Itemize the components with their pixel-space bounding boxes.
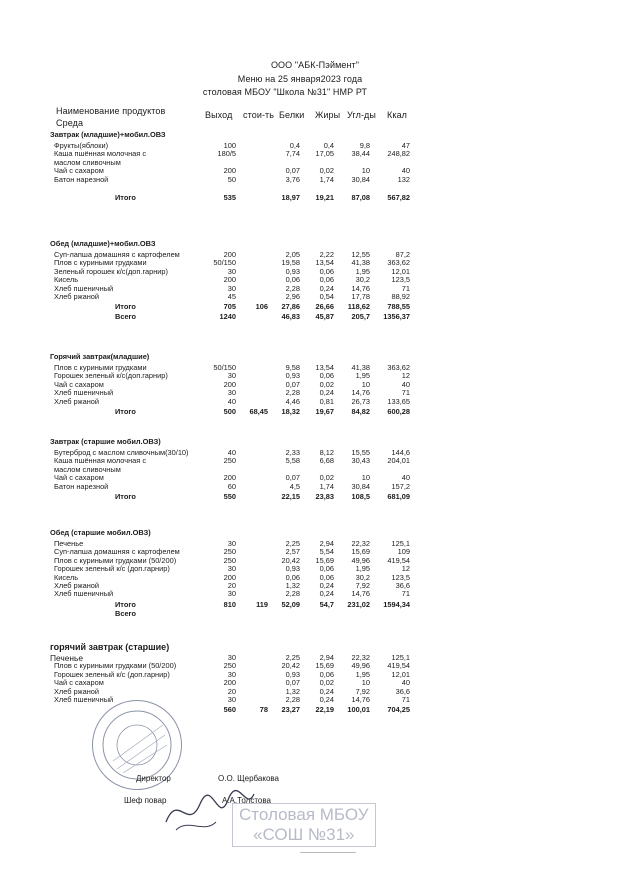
table-cell: 204,01 [387,456,410,466]
table-cell: 0,06 [319,371,334,381]
product-name: Каша пшённая молочная с [54,456,147,466]
table-cell: 5,58 [285,456,300,466]
total-cell: 52,09 [281,599,300,609]
table-cell: 50/150 [213,258,236,268]
table-cell: 0,24 [319,686,334,696]
table-cell: 0,06 [285,572,300,582]
table-cell: 12,01 [391,266,410,276]
table-cell: 2,94 [319,653,334,662]
table-cell: 0,02 [319,678,334,688]
table-cell: 22,32 [351,653,370,662]
table-cell: 30,43 [351,456,370,466]
table-cell: 2,28 [285,283,300,293]
product-name: Хлеб ржаной [54,396,100,406]
total-cell: 23,83 [315,492,334,501]
product-name: Кисель [54,572,79,582]
table-cell: 38,44 [351,149,370,159]
table-cell: 30,2 [355,275,370,285]
column-kcal-header: Ккал [387,110,408,120]
table-cell: 1,74 [319,481,334,491]
table-cell: 26,73 [351,396,370,406]
table-cell: 40 [401,166,410,176]
total-label: Всего [115,311,137,321]
table-cell: 2,25 [285,653,300,662]
table-cell: 0,93 [285,669,300,679]
table-cell: 1,32 [285,581,300,590]
table-cell: 10 [361,678,370,688]
table-cell: 200 [223,379,236,389]
table-cell: 0,06 [319,275,334,285]
table-cell: 100 [223,141,236,150]
total-cell: 84,82 [351,407,370,416]
table-cell: 71 [401,388,410,398]
table-cell: 36,6 [395,686,410,696]
total-cell: 1356,37 [383,311,410,321]
product-name: Каша пшённая молочная с [54,149,147,159]
table-cell: 15,55 [351,448,370,457]
table-cell: 30 [227,653,236,662]
table-cell: 125,1 [391,653,410,662]
table-cell: 1,74 [319,174,334,184]
table-cell: 3,76 [285,174,300,184]
table-cell: 14,76 [351,695,370,704]
table-cell: 14,76 [351,589,370,599]
total-cell: 567,82 [387,193,410,202]
table-cell: 1,32 [285,686,300,696]
menu-date: Меню на 25 января2023 года [237,74,363,84]
table-cell: 15,69 [315,555,334,565]
section-title: Обед (младшие)+мобил.ОВЗ [50,239,156,248]
total-label: Итого [115,302,136,312]
table-cell: 88,92 [391,292,410,301]
table-cell: 0,06 [285,275,300,285]
total-cell: 535 [223,193,236,202]
table-cell: 49,96 [351,661,370,671]
table-cell: 1,95 [355,371,370,381]
total-cell: 46,83 [281,311,300,321]
table-cell: 49,96 [351,555,370,565]
table-cell: 41,38 [351,258,370,268]
table-cell: 30 [227,539,236,548]
table-cell: 0,93 [285,371,300,381]
total-cell: 19,67 [315,407,334,416]
table-cell: 2,94 [319,539,334,548]
product-name: Кисель [54,275,79,285]
total-label: Итого [115,492,136,501]
table-cell: 250 [223,456,236,466]
director-name: О.О. Щербакова [218,774,280,783]
total-label: Итого [115,193,136,202]
table-cell: 17,05 [315,149,334,159]
table-cell: 47 [401,141,410,150]
table-cell: 10 [361,473,370,483]
table-cell: 4,5 [289,481,300,491]
table-cell: 7,92 [355,581,370,590]
table-cell: 2,05 [285,250,300,259]
column-protein-header: Белки [279,110,305,120]
table-cell: 30 [227,695,236,704]
product-name: Хлеб ржаной [54,292,100,301]
total-cell: 600,28 [387,407,410,416]
table-cell: 15,69 [351,547,370,557]
table-cell: 200 [223,275,236,285]
table-cell: 0,02 [319,379,334,389]
table-cell: 0,06 [319,564,334,574]
table-cell: 50 [227,174,236,184]
table-cell: 12,55 [351,250,370,259]
table-cell: 0,07 [285,678,300,688]
table-cell: 0,24 [319,388,334,398]
table-cell: 19,58 [281,258,300,268]
table-cell: 60 [227,481,236,491]
column-carbs-header: Угл-ды [347,110,376,120]
table-cell: 125,1 [391,539,410,548]
table-cell: 13,54 [315,363,334,372]
total-cell: 106 [255,302,268,312]
section-subtitle: Печенье [50,653,84,663]
table-cell: 30,84 [351,481,370,491]
table-cell: 20 [227,581,236,590]
table-cell: 20,42 [281,661,300,671]
total-cell: 500 [223,407,236,416]
table-cell: 2,96 [285,292,300,301]
table-cell: 0,4 [289,141,300,150]
table-cell: 30 [227,266,236,276]
table-cell: 17,78 [351,292,370,301]
table-cell: 22,32 [351,539,370,548]
stamp-line-2: «СОШ №31» [253,825,355,844]
table-cell: 5,54 [319,547,334,557]
total-cell: 118,62 [347,302,370,312]
table-cell: 419,54 [387,555,410,565]
table-cell: 30 [227,564,236,574]
table-cell: 30 [227,283,236,293]
table-cell: 9,58 [285,363,300,372]
table-cell: 250 [223,555,236,565]
table-cell: 248,82 [387,149,410,159]
table-cell: 0,07 [285,379,300,389]
total-label: Всего [115,609,137,619]
product-name: Хлеб пшеничный [54,589,114,599]
table-cell: 2,57 [285,547,300,557]
table-cell: 30 [227,589,236,599]
total-cell: 18,97 [281,193,300,202]
table-cell: 133,65 [387,396,410,406]
table-cell: 0,4 [323,141,334,150]
table-cell: 0,02 [319,166,334,176]
school-name: столовая МБОУ "Школа №31" НМР РТ [202,87,368,97]
table-cell: 0,06 [319,572,334,582]
product-name: Плов с куриными грудками [54,363,147,372]
total-cell: 560 [223,705,236,715]
table-cell: 4,46 [285,396,300,406]
table-cell: 10 [361,166,370,176]
table-cell: 2,28 [285,388,300,398]
section-title: Завтрак (старшие мобил.ОВЗ) [50,437,161,446]
table-cell: 12 [401,371,410,381]
total-cell: 26,66 [315,302,334,312]
table-cell: 30,84 [351,174,370,184]
table-cell: 71 [401,695,410,704]
product-name: маслом сливочным [54,464,121,474]
total-cell: 704,25 [387,705,410,715]
product-name: Горошек зеленый к/с(доп.гарнир) [54,371,168,381]
table-cell: 12,01 [391,669,410,679]
product-name: Батон нарезной [54,481,109,491]
product-name: Горошек зеленый к/с (доп.гарнир) [54,564,170,574]
table-cell: 14,76 [351,388,370,398]
table-cell: 0,24 [319,581,334,590]
total-cell: 205,7 [351,311,370,321]
total-cell: 18,32 [281,407,300,416]
product-name: Хлеб пшеничный [54,283,114,293]
table-cell: 132 [397,174,410,184]
table-cell: 7,74 [285,149,300,159]
product-name: Батон нарезной [54,174,109,184]
product-name: Плов с куриными грудками [54,258,147,268]
table-cell: 157,2 [391,481,410,491]
table-cell: 1,95 [355,266,370,276]
table-cell: 12 [401,564,410,574]
table-cell: 30 [227,371,236,381]
total-cell: 19,21 [315,193,334,202]
table-cell: 0,07 [285,473,300,483]
total-cell: 68,45 [249,407,268,416]
table-cell: 40 [401,678,410,688]
product-name: Хлеб ржаной [54,686,100,696]
chef-name: А.А.Толстова [222,796,271,805]
total-cell: 1240 [219,311,236,321]
table-cell: 0,24 [319,695,334,704]
table-cell: 123,5 [391,572,410,582]
total-cell: 788,55 [387,302,410,312]
day-label: Среда [56,118,84,128]
table-cell: 7,92 [355,686,370,696]
table-cell: 109 [397,547,410,557]
total-cell: 1594,34 [383,599,410,609]
product-name: Хлеб пшеничный [54,695,114,704]
total-cell: 87,08 [351,193,370,202]
table-cell: 41,38 [351,363,370,372]
total-cell: 119 [256,599,268,609]
table-cell: 200 [223,572,236,582]
product-name: Бутерброд с маслом сливочным(30/10) [54,448,189,457]
table-cell: 15,69 [315,661,334,671]
table-cell: 10 [361,379,370,389]
column-cost-header: стои-ть [243,110,275,120]
total-cell: 810 [223,599,236,609]
table-cell: 40 [227,448,236,457]
table-cell: 200 [223,473,236,483]
product-name: Чай с сахаром [54,379,104,389]
table-cell: 71 [401,589,410,599]
table-cell: 200 [223,166,236,176]
product-name: Хлеб пшеничный [54,388,114,398]
director-title: Директор [136,774,171,783]
table-cell: 45 [227,292,236,301]
total-cell: 231,02 [347,599,370,609]
table-cell: 144,6 [391,448,410,457]
table-cell: 71 [401,283,410,293]
chef-title: Шеф повар [124,796,167,805]
table-cell: 200 [223,250,236,259]
table-cell: 20 [227,686,236,696]
company-name: ООО "АБК-Пэймент" [270,60,360,70]
section-title: горячий завтрак (старшие) [50,642,170,652]
table-cell: 13,54 [315,258,334,268]
table-cell: 0,07 [285,166,300,176]
table-cell: 250 [223,547,236,557]
table-cell: 0,24 [319,589,334,599]
table-cell: 40 [401,379,410,389]
table-cell: 250 [223,661,236,671]
total-cell: 22,19 [315,705,334,715]
table-cell: 2,28 [285,695,300,704]
table-cell: 14,76 [351,283,370,293]
table-cell: 9,8 [359,141,370,150]
table-cell: 0,81 [319,396,334,406]
total-cell: 100,01 [347,705,370,715]
table-cell: 180/5 [217,149,236,159]
table-cell: 123,5 [391,275,410,285]
total-cell: 681,09 [387,492,410,501]
product-name: Чай с сахаром [54,678,104,688]
section-title: Горячий завтрак(младшие) [50,352,150,361]
product-name: Хлеб ржаной [54,581,100,590]
table-cell: 30 [227,669,236,679]
table-cell: 0,02 [319,473,334,483]
table-cell: 419,54 [387,661,410,671]
column-fat-header: Жиры [315,110,341,120]
section-title: Завтрак (младшие)+мобил.ОВЗ [50,130,166,139]
table-cell: 200 [223,678,236,688]
total-cell: 45,87 [315,311,334,321]
total-cell: 550 [223,492,236,501]
table-cell: 2,25 [285,539,300,548]
table-cell: 36,6 [395,581,410,590]
table-cell: 2,22 [319,250,334,259]
table-cell: 40 [227,396,236,406]
total-cell: 22,15 [281,492,300,501]
table-cell: 0,54 [319,292,334,301]
product-name: Зеленый горошек к/с(доп.гарнир) [54,266,168,276]
table-cell: 20,42 [281,555,300,565]
table-cell: 0,06 [319,266,334,276]
table-cell: 1,95 [355,564,370,574]
product-name: Чай с сахаром [54,473,104,483]
product-name: Чай с сахаром [54,166,104,176]
column-name-header: Наименование продуктов [56,106,166,116]
total-cell: 705 [223,302,236,312]
table-cell: 0,93 [285,266,300,276]
table-cell: 6,68 [319,456,334,466]
product-name: Печенье [54,539,84,548]
product-name: Плов с куриными грудками (50/200) [54,661,177,671]
table-cell: 2,33 [285,448,300,457]
table-cell: 0,93 [285,564,300,574]
total-label: Итого [115,407,136,416]
total-cell: 54,7 [319,599,334,609]
bottom-divider [300,852,356,853]
product-name: маслом сливочным [54,157,121,167]
table-cell: 1,95 [355,669,370,679]
table-cell: 363,62 [387,258,410,268]
product-name: Плов с куриными грудками (50/200) [54,555,177,565]
product-name: Суп-лапша домашняя с картофелем [54,250,180,259]
column-output-header: Выход [205,110,233,120]
total-cell: 23,27 [281,705,300,715]
product-name: Горошек зеленый к/с (доп.гарнир) [54,669,170,679]
table-cell: 8,12 [319,448,334,457]
total-label: Итого [115,599,136,609]
total-cell: 27,86 [281,302,300,312]
total-cell: 108,5 [351,492,370,501]
table-cell: 40 [401,473,410,483]
table-cell: 2,28 [285,589,300,599]
product-name: Фрукты(яблоки) [54,141,109,150]
stamp-line-1: Столовая МБОУ [239,805,369,824]
section-title: Обед (старшие мобил.ОВЗ) [50,528,151,537]
product-name: Суп-лапша домашняя с картофелем [54,547,180,557]
table-cell: 363,62 [387,363,410,372]
signature-scribble-icon [158,782,298,842]
table-cell: 0,24 [319,283,334,293]
table-cell: 30 [227,388,236,398]
table-cell: 87,2 [395,250,410,259]
table-cell: 30,2 [355,572,370,582]
table-cell: 0,06 [319,669,334,679]
total-cell: 78 [259,705,268,715]
table-cell: 50/150 [213,363,236,372]
